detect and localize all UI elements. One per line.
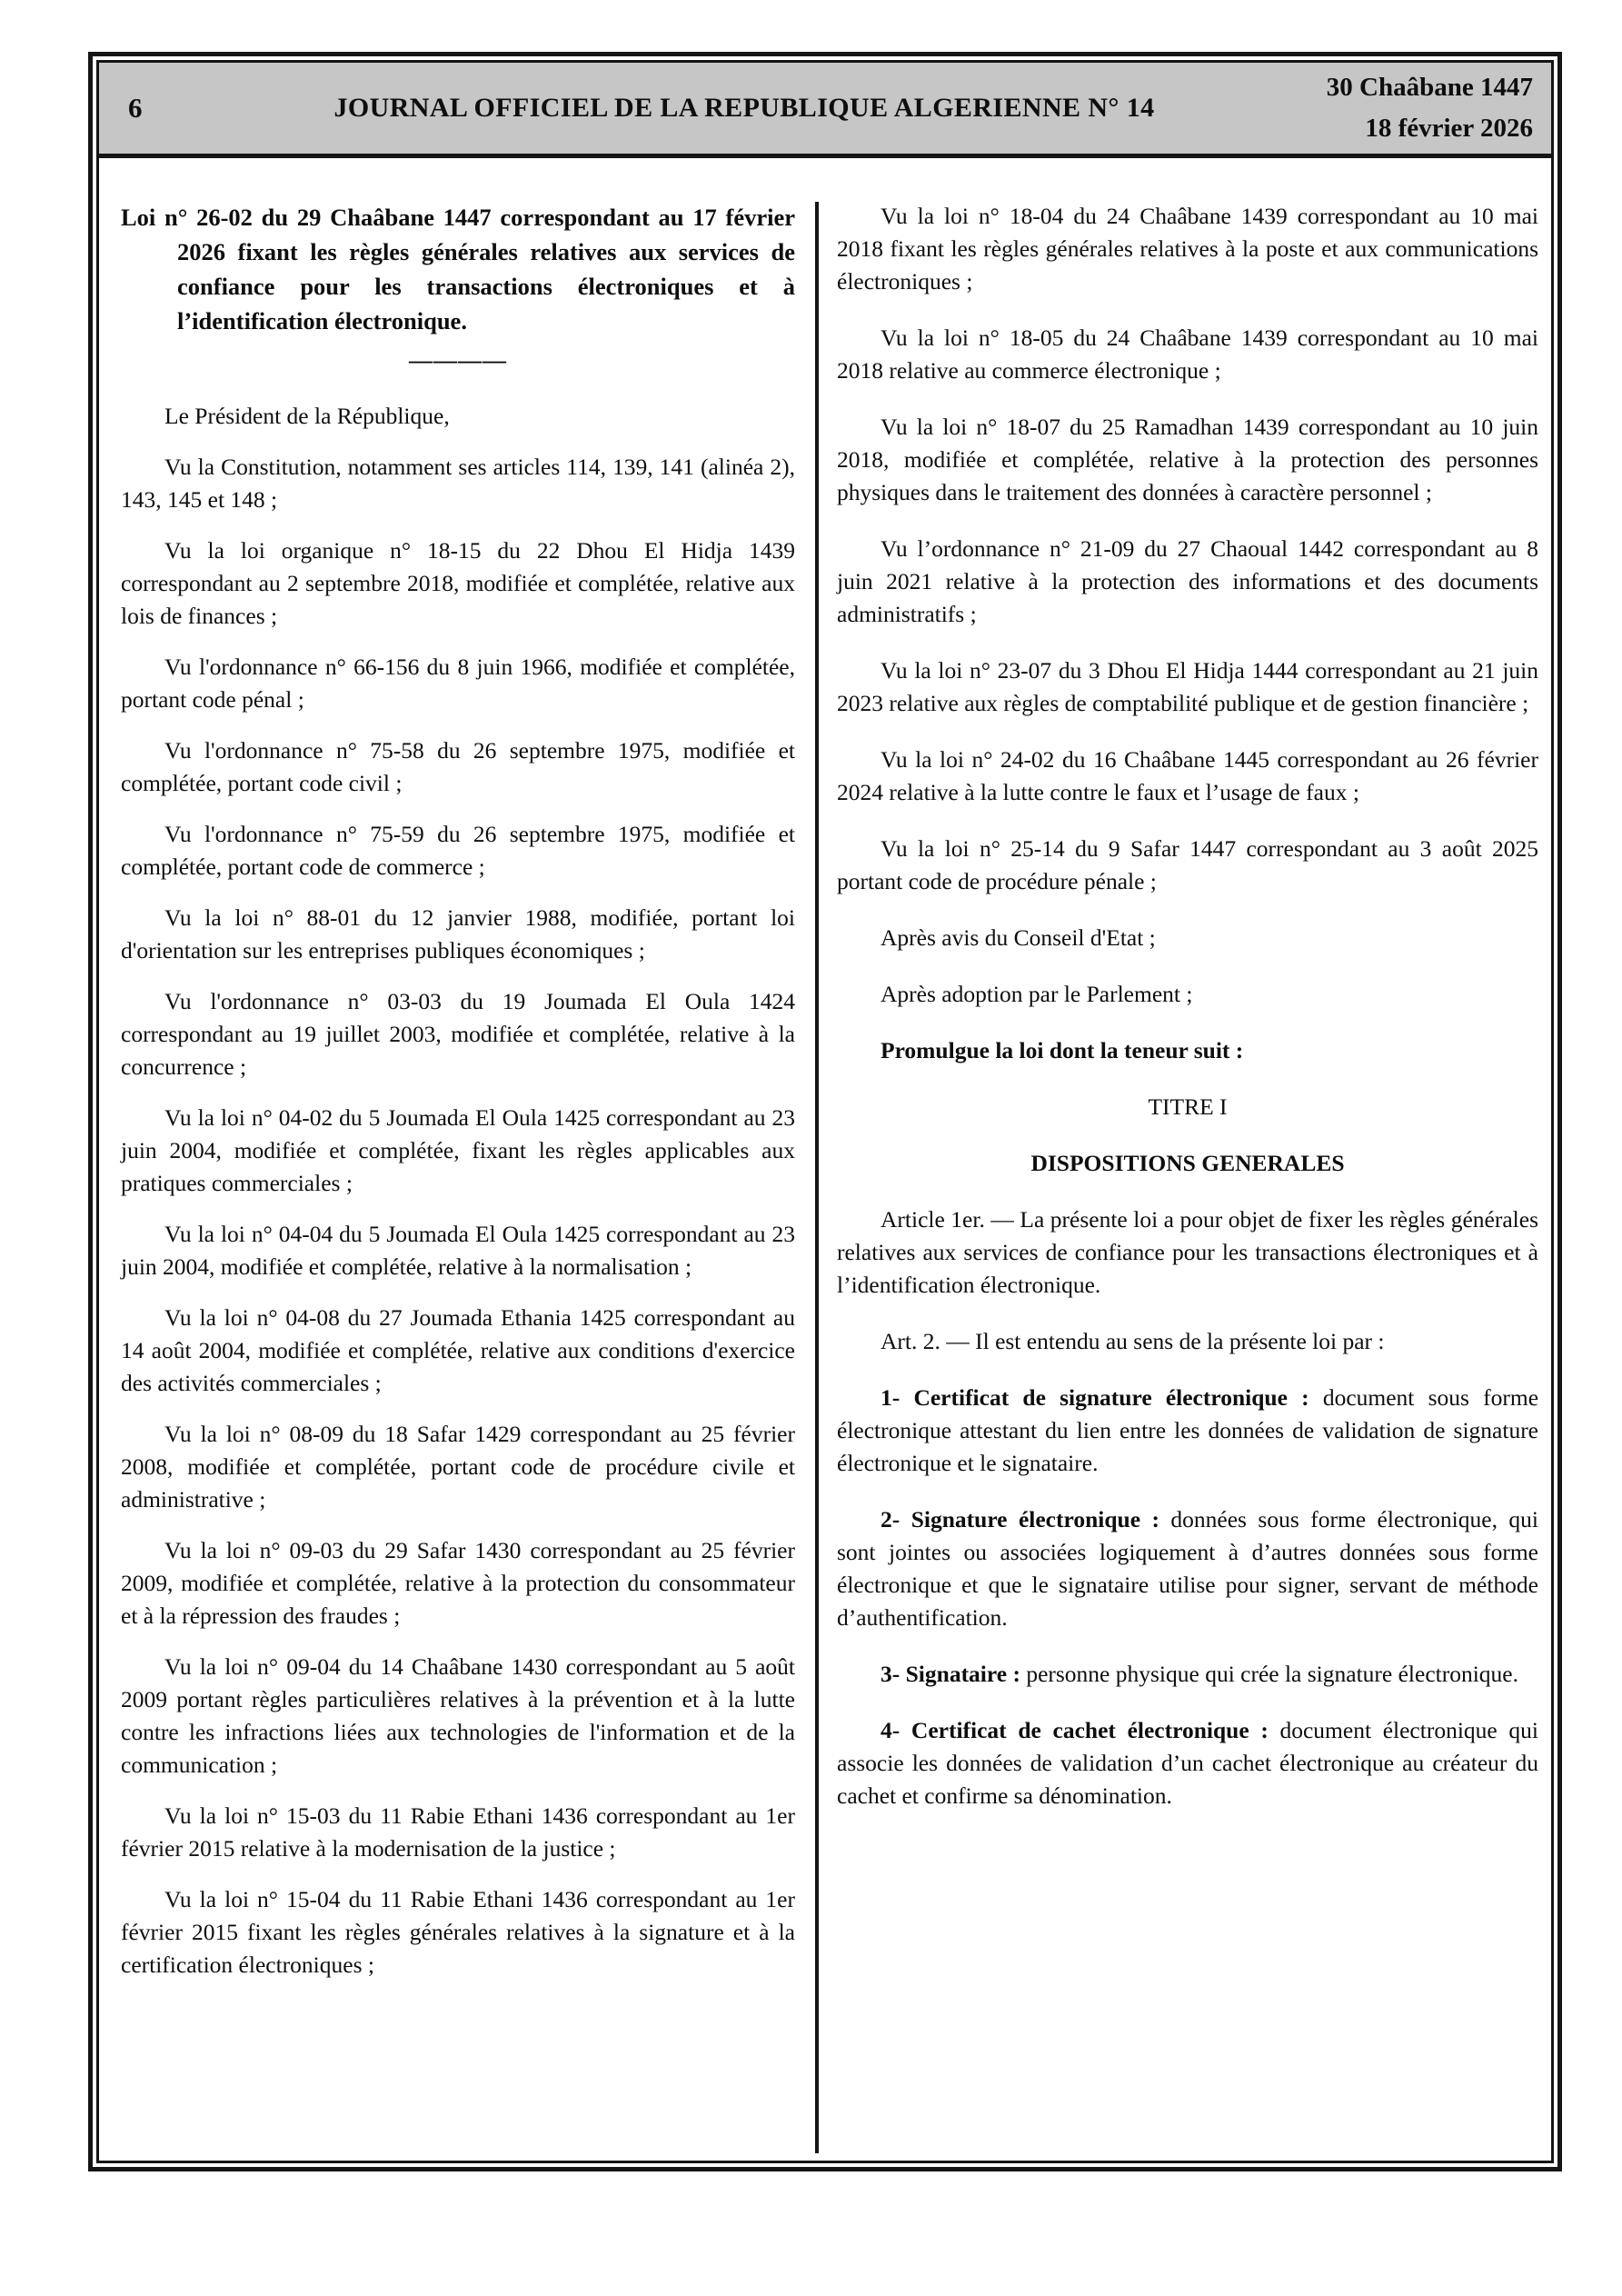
paragraph-lead: 4- Certificat de cachet électronique : [881, 1717, 1269, 1743]
paragraph [837, 1658, 1538, 1691]
paragraph: Vu la Constitution, notamment ses articles 114, 139, 141 (alinéa 2), 143, 145 et 148 ; [121, 454, 795, 513]
content-columns [99, 158, 1551, 2161]
paragraph: Vu l'ordonnance n° 66-156 du 8 juin 1966, modifiée et complétée, portant code pénal ; [121, 654, 795, 713]
paragraph: Vu la loi n° 18-04 du 24 Chaâbane 1439 correspondant au 10 mai 2018 fixant les règles générales relatives à la poste et aux communications électroniques ; [837, 203, 1538, 294]
paragraph: Vu la loi n° 24-02 du 16 Chaâbane 1445 correspondant au 26 février 2024 relative à la lutte contre le faux et l’usage de faux ; [837, 746, 1538, 805]
paragraph-text: document électronique qui associe les données de validation d’un cachet électronique au créateur du cachet et confirme sa dénomination. [837, 1717, 1538, 1809]
column-divider [815, 202, 819, 2153]
paragraph: Vu la loi n° 09-03 du 29 Safar 1430 correspondant au 25 février 2009, modifiée et complétée, relative à la protection du consommateur et à la répression des fraudes ; [121, 1537, 795, 1629]
paragraph: Le Président de la République, [164, 403, 450, 429]
paragraph [837, 1503, 1538, 1634]
paragraph: Art. 2. — Il est entendu au sens de la présente loi par : [881, 1328, 1385, 1354]
paragraph: DISPOSITIONS GENERALES [1030, 1150, 1345, 1176]
issue-date-hijri: 30 Chaâbane 1447 [1326, 73, 1533, 102]
title-separator: ———— [409, 347, 507, 374]
paragraph: Vu la loi n° 04-02 du 5 Joumada El Oula 1425 correspondant au 23 juin 2004, modifiée et complétée, fixant les règles applicables aux pratiques commerciales ; [121, 1104, 795, 1196]
paragraph: Vu la loi n° 04-04 du 5 Joumada El Oula 1425 correspondant au 23 juin 2004, modifiée et complétée, relative à la normalisation ; [121, 1221, 795, 1280]
paragraph [837, 1714, 1538, 1812]
paragraph: Après adoption par le Parlement ; [881, 981, 1193, 1007]
issue-dates [1260, 67, 1533, 149]
paragraph: Vu la loi organique n° 18-15 du 22 Dhou El Hidja 1439 correspondant au 2 septembre 2018, modifiée et complétée, relative aux lois de finances ; [121, 537, 795, 629]
paragraph: Vu la loi n° 15-04 du 11 Rabie Ethani 1436 correspondant au 1er février 2015 fixant les règles générales relatives à la signature et à la certification électroniques ; [121, 1886, 795, 1978]
paragraph: Promulgue la loi dont la teneur suit : [881, 1037, 1244, 1063]
left-column [121, 200, 795, 2153]
paragraph: Après avis du Conseil d'Etat ; [881, 924, 1156, 951]
paragraph: Vu la loi n° 04-08 du 27 Joumada Ethania 1425 correspondant au 14 août 2004, modifiée et complétée, relative aux conditions d'exercice des activités commerciales ; [121, 1304, 795, 1396]
paragraph: Article 1er. — La présente loi a pour objet de fixer les règles générales relatives aux services de confiance pour les transactions électroniques et à l’identification électronique. [837, 1206, 1538, 1298]
right-column [837, 200, 1538, 2153]
paragraph: Vu la loi n° 09-04 du 14 Chaâbane 1430 correspondant au 5 août 2009 portant règles particulières relatives à la prévention et à la lutte contre les infractions liées aux technologies de l'information et de la communication ; [121, 1653, 795, 1778]
issue-date-gregorian: 18 février 2026 [1365, 114, 1533, 143]
page-frame-inner [96, 60, 1554, 2163]
paragraph: Vu la loi n° 18-07 du 25 Ramadhan 1439 correspondant au 10 juin 2018, modifiée et complétée, relative à la protection des personnes physiques dans le traitement des données à caractère personnel ; [837, 414, 1538, 505]
paragraph-text: personne physique qui crée la signature électronique. [1020, 1661, 1518, 1687]
page-number: 6 [128, 92, 143, 124]
paragraph: Vu l'ordonnance n° 03-03 du 19 Joumada El Oula 1424 correspondant au 19 juillet 2003, modifiée et complétée, relative à la concurrence ; [121, 988, 795, 1080]
paragraph-lead: 1- Certificat de signature électronique : [881, 1384, 1309, 1411]
paragraph: Vu la loi n° 15-03 du 11 Rabie Ethani 1436 correspondant au 1er février 2015 relative à la modernisation de la justice ; [121, 1802, 795, 1862]
paragraph: Vu l'ordonnance n° 75-59 du 26 septembre 1975, modifiée et complétée, portant code de commerce ; [121, 821, 795, 880]
paragraph: Vu la loi n° 88-01 du 12 janvier 1988, modifiée, portant loi d'orientation sur les entreprises publiques économiques ; [121, 904, 795, 963]
paragraph: Vu la loi n° 18-05 du 24 Chaâbane 1439 correspondant au 10 mai 2018 relative au commerce électronique ; [837, 324, 1538, 384]
journal-title: JOURNAL OFFICIEL DE LA REPUBLIQUE ALGERIENNE N° 14 [333, 93, 1155, 123]
paragraph-lead: 3- Signataire : [881, 1661, 1020, 1687]
paragraph: Vu la loi n° 23-07 du 3 Dhou El Hidja 1444 correspondant au 21 juin 2023 relative aux règles de comptabilité publique et de gestion financière ; [837, 657, 1538, 716]
paragraph [837, 1382, 1538, 1480]
paragraph-text: document sous forme électronique attestant du lien entre les données de validation de signature électronique et le signataire. [837, 1384, 1539, 1476]
page-frame [88, 52, 1562, 2171]
paragraph: Vu la loi n° 08-09 du 18 Safar 1429 correspondant au 25 février 2008, modifiée et complétée, portant code de procédure civile et administrative ; [121, 1421, 795, 1512]
law-title: Loi n° 26-02 du 29 Chaâbane 1447 correspondant au 17 février 2026 fixant les règles générales relatives aux services de confiance pour les transactions électroniques et à l’identification électronique. [121, 204, 795, 334]
paragraph-text: données sous forme électronique, qui sont jointes ou associées logiquement à d’autres données sous forme électronique et que le signataire utilise pour signer, servant de méthode d’authentification. [837, 1506, 1538, 1631]
journal-header [99, 63, 1551, 158]
paragraph-lead: 2- Signature électronique : [881, 1506, 1159, 1532]
paragraph: Vu la loi n° 25-14 du 9 Safar 1447 correspondant au 3 août 2025 portant code de procédure pénale ; [837, 835, 1538, 894]
paragraph: Vu l’ordonnance n° 21-09 du 27 Chaoual 1442 correspondant au 8 juin 2021 relative à la protection des informations et des documents administratifs ; [837, 535, 1538, 627]
paragraph: Vu l'ordonnance n° 75-58 du 26 septembre 1975, modifiée et complétée, portant code civil ; [121, 737, 795, 796]
paragraph: TITRE I [1148, 1093, 1228, 1120]
